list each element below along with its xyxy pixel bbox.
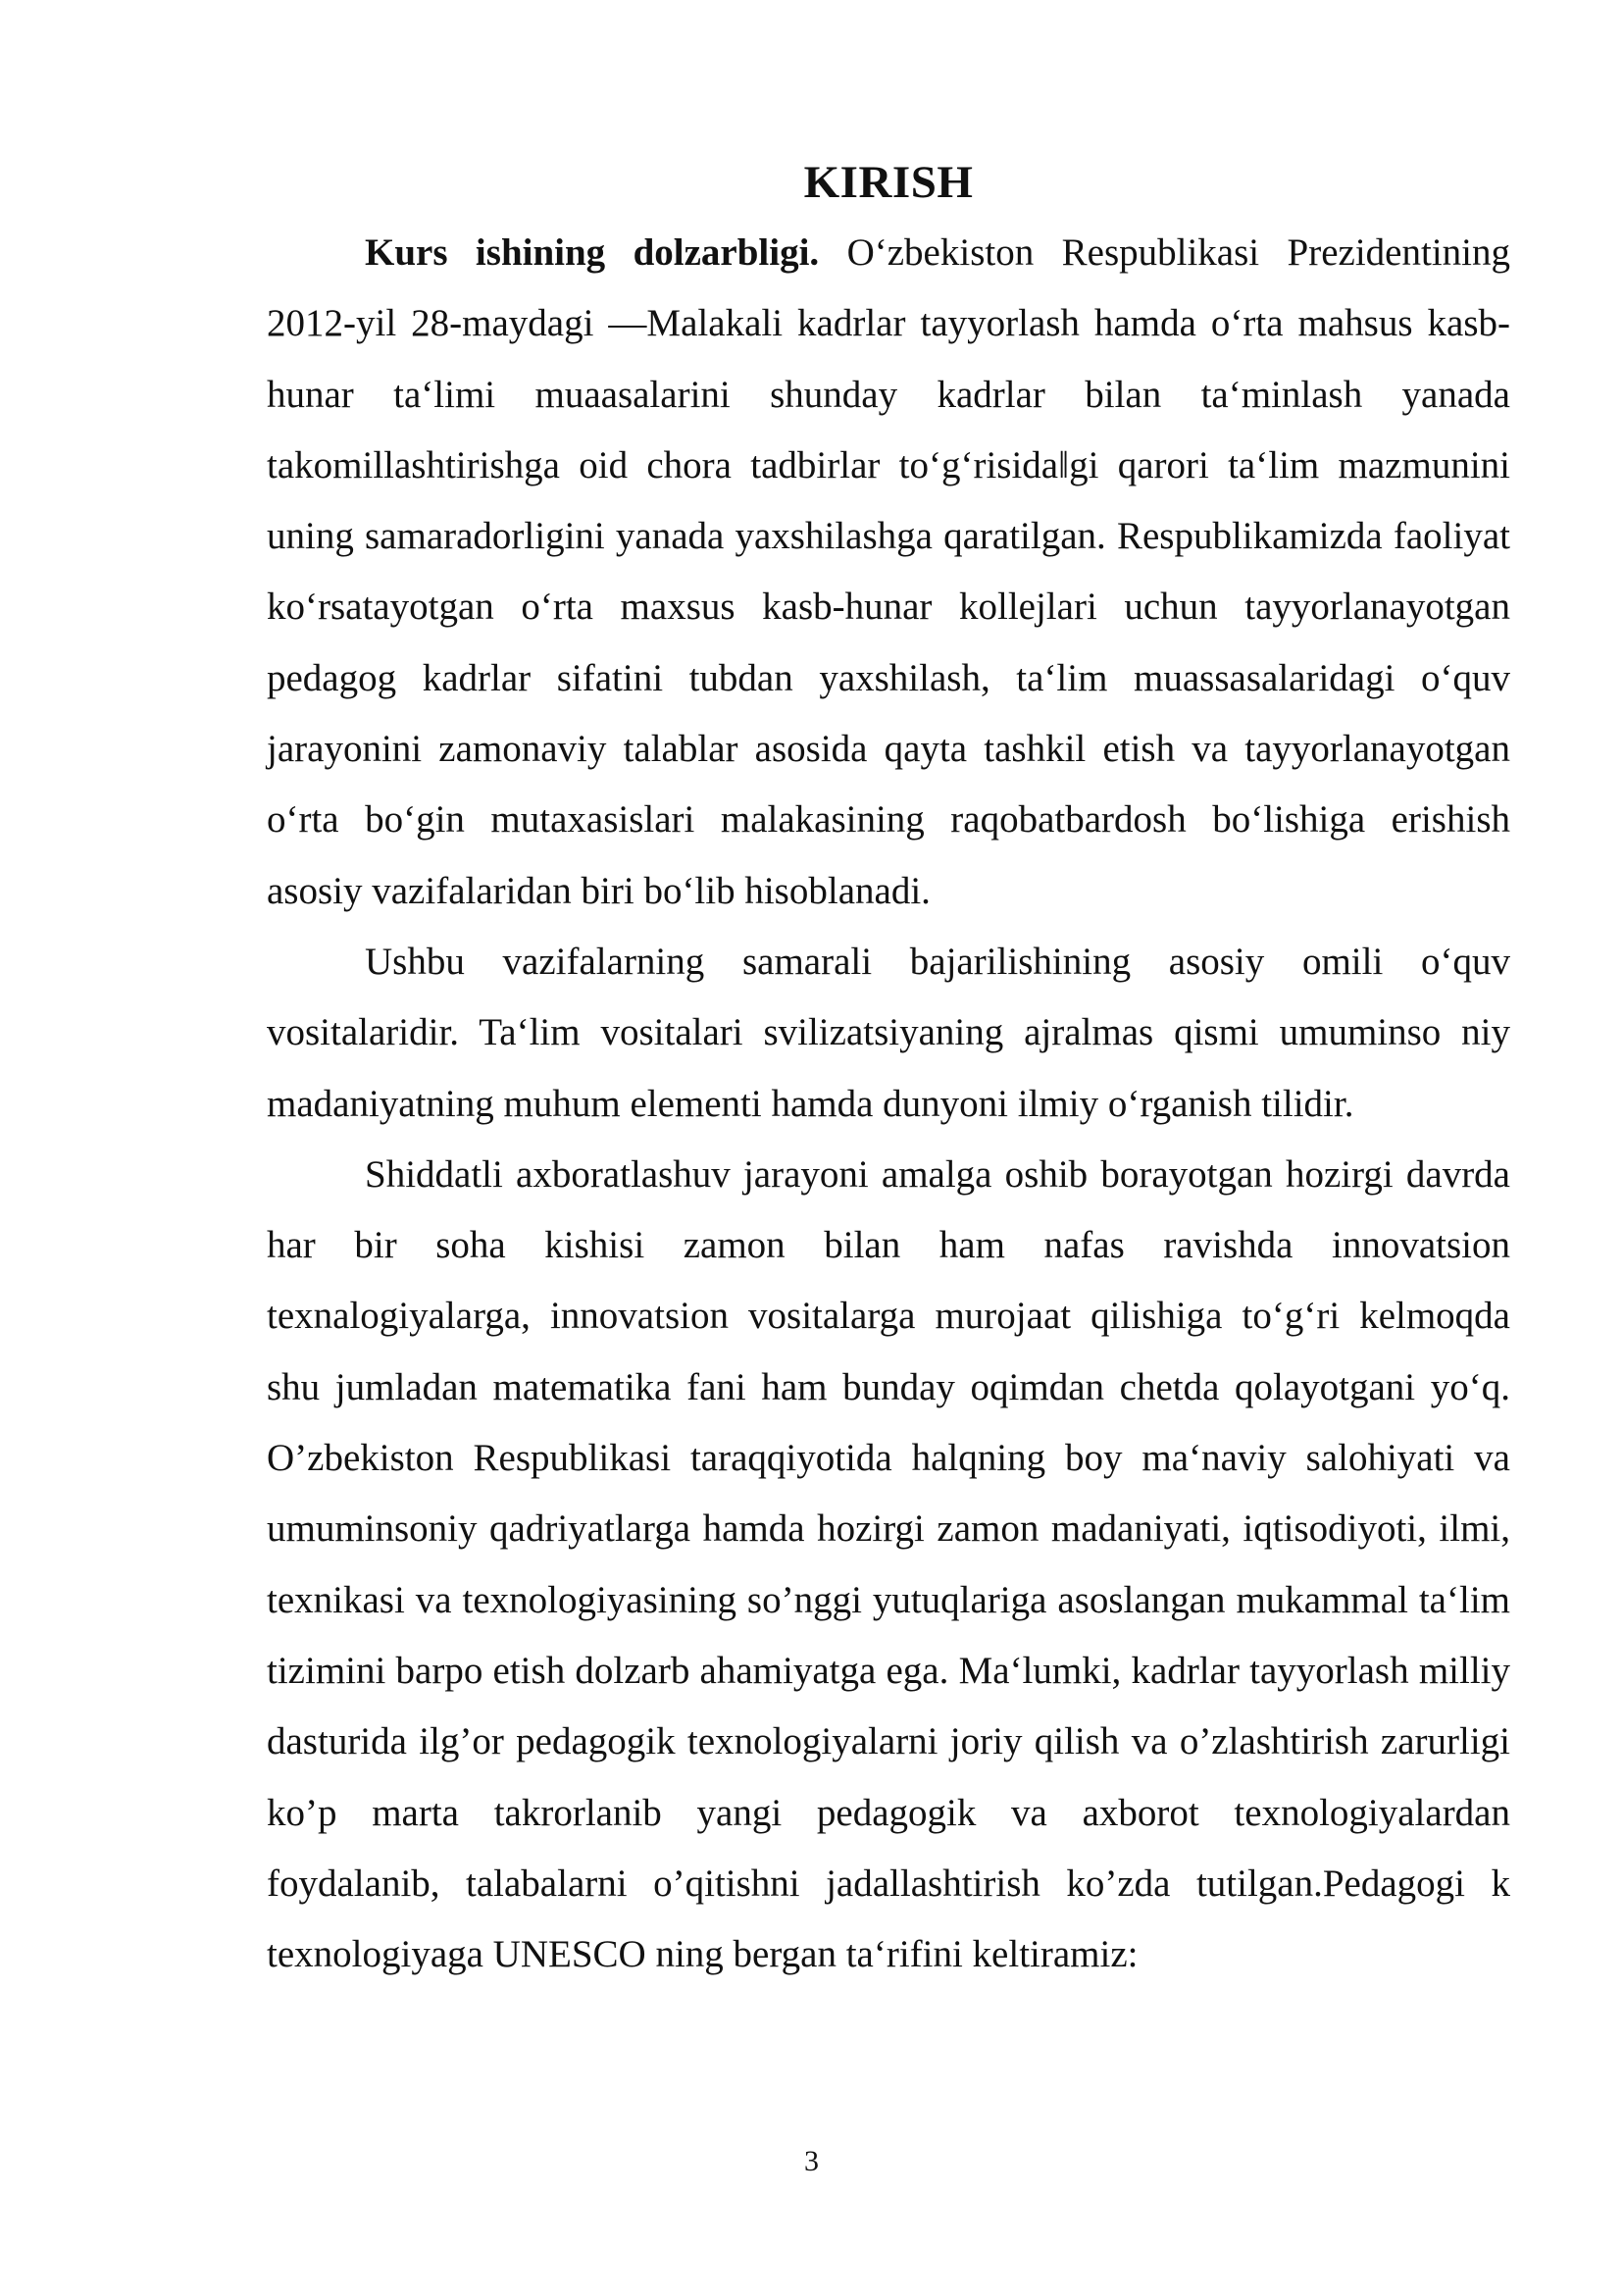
- paragraph-text: Ushbu vazifalarning samarali bajarilishining asosiy omili o‘quv vositalaridir. Ta‘lim vositalari svilizatsiyaning ajralmas qismi umuminso niy madaniyatning muhum elementi hamda dunyoni ilmiy o‘rganish tilidir.: [267, 940, 1510, 1125]
- page-content: [267, 147, 1510, 1990]
- paragraph-learning-tools: [267, 927, 1510, 1140]
- paragraph-relevance: [267, 218, 1510, 927]
- page-title: KIRISH: [803, 157, 974, 208]
- paragraph-informatization: [267, 1140, 1510, 1991]
- page-number: 3: [804, 2145, 819, 2177]
- paragraph-text: O‘zbekiston Respublikasi Prezidentining 2012-yil 28-maydagi ―Malakali kadrlar tayyorlash hamda o‘rta mahsus kasb-hunar ta‘limi muaasalarini shunday kadrlar bilan ta‘minlash yanada takomillashtirishga oid chora tadbirlar to‘g‘risida‖gi qarori ta‘lim mazmunini uning samaradorligini yanada yaxshilashga qaratilgan. Respublikamizda faoliyat ko‘rsatayotgan o‘rta maxsus kasb-hunar kollejlari uchun tayyorlanayotgan pedagog kadrlar sifatini tubdan yaxshilash, ta‘lim muassasalaridagi o‘quv jarayonini zamonaviy talablar asosida qayta tashkil etish va tayyorlanayotgan o‘rta bo‘gin mutaxasislari malakasining raqobatbardosh bo‘lishiga erishish asosiy vazifalaridan biri bo‘lib hisoblanadi.: [267, 231, 1510, 912]
- paragraph-lead: Kurs ishining dolzarbligi.: [365, 231, 820, 274]
- paragraph-text: Shiddatli axboratlashuv jarayoni amalga oshib borayotgan hozirgi davrda har bir soha kishisi zamon bilan ham nafas ravishda innovatsion texnalogiyalarga, innovatsion vositalarga murojaat qilishiga to‘g‘ri kelmoqda shu jumladan matematika fani ham bunday oqimdan chetda qolayotgani yo‘q. O’zbekiston Respublikasi taraqqiyotida halqning boy ma‘naviy salohiyati va umuminsoniy qadriyatlarga hamda hozirgi zamon madaniyati, iqtisodiyoti, ilmi, texnikasi va texnologiyasining so’nggi yutuqlariga asoslangan mukammal ta‘lim tizimini barpo etish dolzarb ahamiyatga ega. Ma‘lumki, kadrlar tayyorlash milliy dasturida ilg’or pedagogik texnologiyalarni joriy qilish va o’zlashtirish zarurligi ko’p marta takrorlanib yangi pedagogik va axborot texnologiyalardan foydalanib, talabalarni o’qitishni jadallashtirish ko’zda tutilgan.Pedagogi k texnologiyaga UNESCO ning bergan ta‘rifini keltiramiz:: [267, 1152, 1510, 1976]
